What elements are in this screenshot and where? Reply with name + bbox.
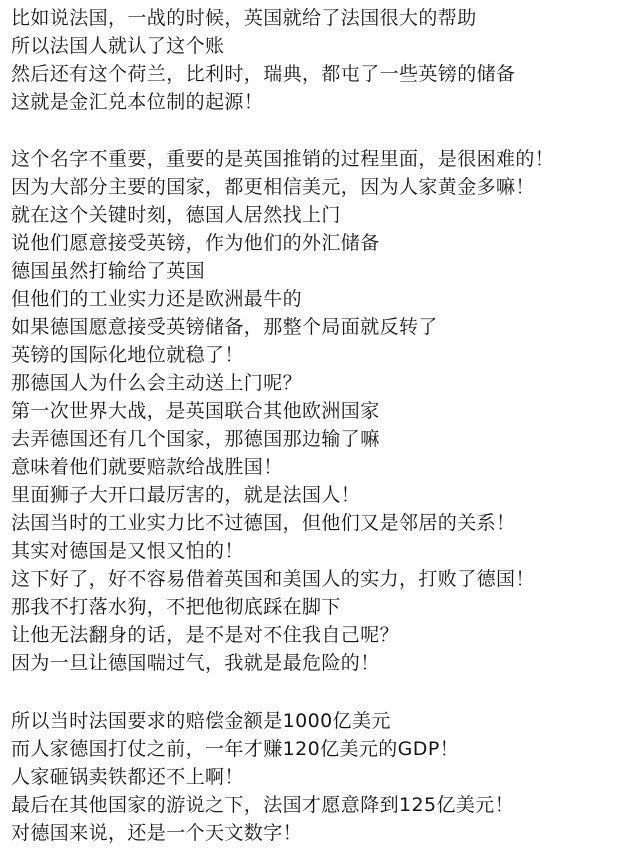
- text-line: 人家砸锅卖铁都还不上啊！: [11, 766, 244, 788]
- text-line: 这个名字不重要，重要的是英国推销的过程里面，是很困难的！: [11, 148, 555, 170]
- text-line: 那我不打落水狗，不把他彻底踩在脚下: [11, 596, 341, 618]
- text-line: 因为一旦让德国喘过气，我就是最危险的！: [11, 652, 380, 674]
- text-line: 让他无法翻身的话，是不是对不住我自己呢？: [11, 624, 400, 646]
- text-line: 说他们愿意接受英镑，作为他们的外汇储备: [11, 232, 380, 254]
- text-line: 这就是金汇兑本位制的起源！: [11, 91, 264, 113]
- text-line: 第一次世界大战，是英国联合其他欧洲国家: [11, 400, 380, 422]
- text-line: 英镑的国际化地位就稳了！: [11, 344, 244, 366]
- text-line: 如果德国愿意接受英镑储备，那整个局面就反转了: [11, 316, 438, 338]
- text-line: 然后还有这个荷兰，比利时，瑞典，都屯了一些英镑的储备: [11, 63, 516, 85]
- text-line: 那德国人为什么会主动送上门呢？: [11, 372, 303, 394]
- text-line: 就在这个关键时刻，德国人居然找上门: [11, 204, 341, 226]
- text-line: 而人家德国打仗之前，一年才赚120亿美元的GDP！: [11, 738, 460, 760]
- text-line: 这下好了，好不容易借着英国和美国人的实力，打败了德国！: [11, 568, 535, 590]
- text-line: 因为大部分主要的国家，都更相信美元，因为人家黄金多嘛！: [11, 176, 535, 198]
- text-line: 比如说法国，一战的时候，英国就给了法国很大的帮助: [11, 7, 477, 29]
- text-line: 最后在其他国家的游说之下，法国才愿意降到125亿美元！: [11, 794, 515, 816]
- text-line: 意味着他们就要赔款给战胜国！: [11, 456, 283, 478]
- text-line: 所以法国人就认了这个账: [11, 35, 225, 57]
- text-line: 但他们的工业实力还是欧洲最牛的: [11, 288, 303, 310]
- text-line: 去弄德国还有几个国家，那德国那边输了嘛: [11, 428, 380, 450]
- text-line: 其实对德国是又恨又怕的！: [11, 540, 244, 562]
- text-line: 里面狮子大开口最厉害的，就是法国人！: [11, 484, 361, 506]
- text-line: 法国当时的工业实力比不过德国，但他们又是邻居的关系！: [11, 512, 516, 534]
- clipped-previous-line: [11, 0, 571, 3]
- text-line: 所以当时法国要求的赔偿金额是1000亿美元: [11, 710, 391, 732]
- text-line: 德国虽然打输给了英国: [11, 260, 206, 282]
- text-line: 对德国来说，还是一个天文数字！: [11, 822, 303, 844]
